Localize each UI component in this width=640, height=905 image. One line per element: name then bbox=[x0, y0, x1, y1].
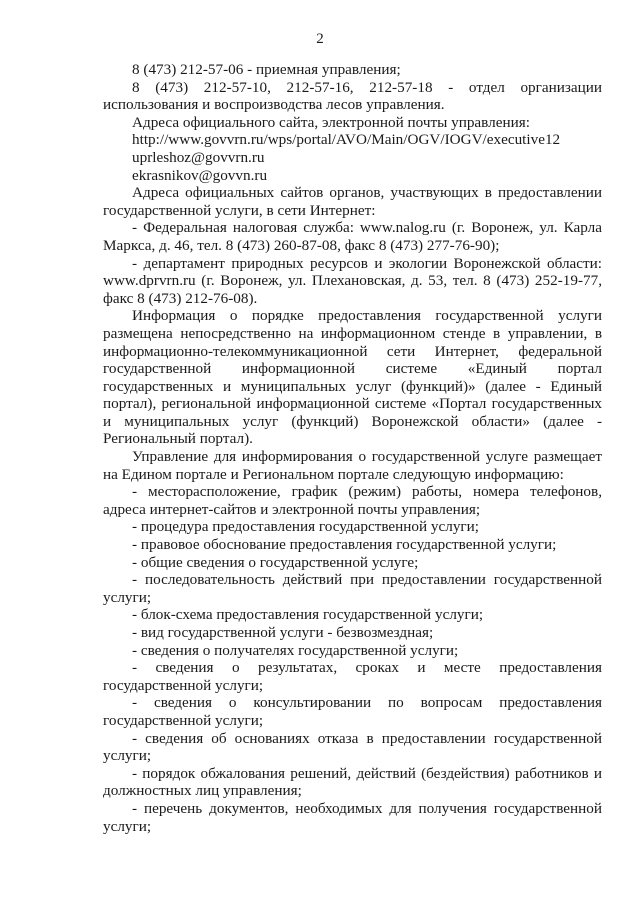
page-number: 2 bbox=[316, 31, 324, 47]
list-item-refusal-grounds: - сведения об основаниях отказа в предоставлении государственной услуги; bbox=[103, 729, 602, 765]
list-item-action-sequence: - последовательность действий при предоставлении государственной услуги; bbox=[103, 571, 602, 606]
paragraph-participating-sites-heading: Адреса официальных сайтов органов, участвующих в предоставлении государственной услуги, в сети Интернет: bbox=[103, 184, 602, 219]
list-item-required-documents: - перечень документов, необходимых для получения государственной услуги; bbox=[103, 799, 602, 835]
list-item-consulting: - сведения о консультировании по вопросам предоставления государственной услуги; bbox=[103, 694, 602, 729]
list-item-procedure: - процедура предоставления государственной услуги; bbox=[132, 518, 480, 536]
list-item-appeal-procedure: - порядок обжалования решений, действий (бездействия) работников и должностных лиц управления; bbox=[103, 764, 602, 800]
list-item-location-schedule: - месторасположение, график (режим) работы, номера телефонов, адреса интернет-сайтов и электронной почты управления; bbox=[103, 483, 602, 518]
paragraph-tax-service: - Федеральная налоговая служба: www.nalog.ru (г. Воронеж, ул. Карла Маркса, д. 46, тел. 8 (473) 260-87-08, факс 8 (473) 277-76-90); bbox=[103, 219, 602, 254]
paragraph-natural-resources-department: - департамент природных ресурсов и экологии Воронежской области: www.dprvrn.ru (г. Воронеж, ул. Плехановская, д. 53, тел. 8 (473) 252-19-77, факс 8 (473) 212-76-08). bbox=[103, 254, 602, 307]
document-body bbox=[103, 61, 602, 835]
list-item-flowchart: - блок-схема предоставления государственной услуги; bbox=[132, 606, 484, 624]
paragraph-information-placement: Информация о порядке предоставления государственной услуги размещена непосредственно на информационном стенде в управлении, в информационно-телекоммуникационной сети Интернет, федеральной государственной информационной системе «Единый портал государственных и муниципальных услуг (функций)» (далее - Единый портал), региональной информационной системе «Портал государственных и муниципальных услуг (функций) Воронежской области» (далее - Региональный портал). bbox=[103, 307, 602, 448]
paragraph-portal-information-intro: Управление для информирования о государственной услуге размещает на Едином портале и Региональном портале следующую информацию: bbox=[103, 448, 602, 483]
list-item-general-info: - общие сведения о государственной услуге; bbox=[132, 553, 419, 571]
list-item-legal-basis: - правовое обоснование предоставления государственной услуги; bbox=[132, 536, 557, 554]
paragraph-email-ekrasnikov: ekrasnikov@govvn.ru bbox=[132, 166, 268, 184]
list-item-recipients: - сведения о получателях государственной услуги; bbox=[132, 641, 459, 659]
paragraph-website-email-heading: Адреса официального сайта, электронной почты управления: bbox=[132, 113, 530, 131]
paragraph-forest-department-phones: 8 (473) 212-57-10, 212-57-16, 212-57-18 - отдел организации использования и воспроизводства лесов управления. bbox=[103, 78, 602, 114]
list-item-results-terms-place: - сведения о результатах, сроках и месте предоставления государственной услуги; bbox=[103, 659, 602, 694]
paragraph-email-uprleshoz: uprleshoz@govvrn.ru bbox=[132, 148, 265, 166]
list-item-service-type: - вид государственной услуги - безвозмездная; bbox=[132, 624, 434, 641]
paragraph-reception-phone: 8 (473) 212-57-06 - приемная управления; bbox=[132, 61, 401, 78]
paragraph-website-url: http://www.govvrn.ru/wps/portal/AVO/Main/OGV/IOGV/executive12 bbox=[132, 131, 561, 149]
